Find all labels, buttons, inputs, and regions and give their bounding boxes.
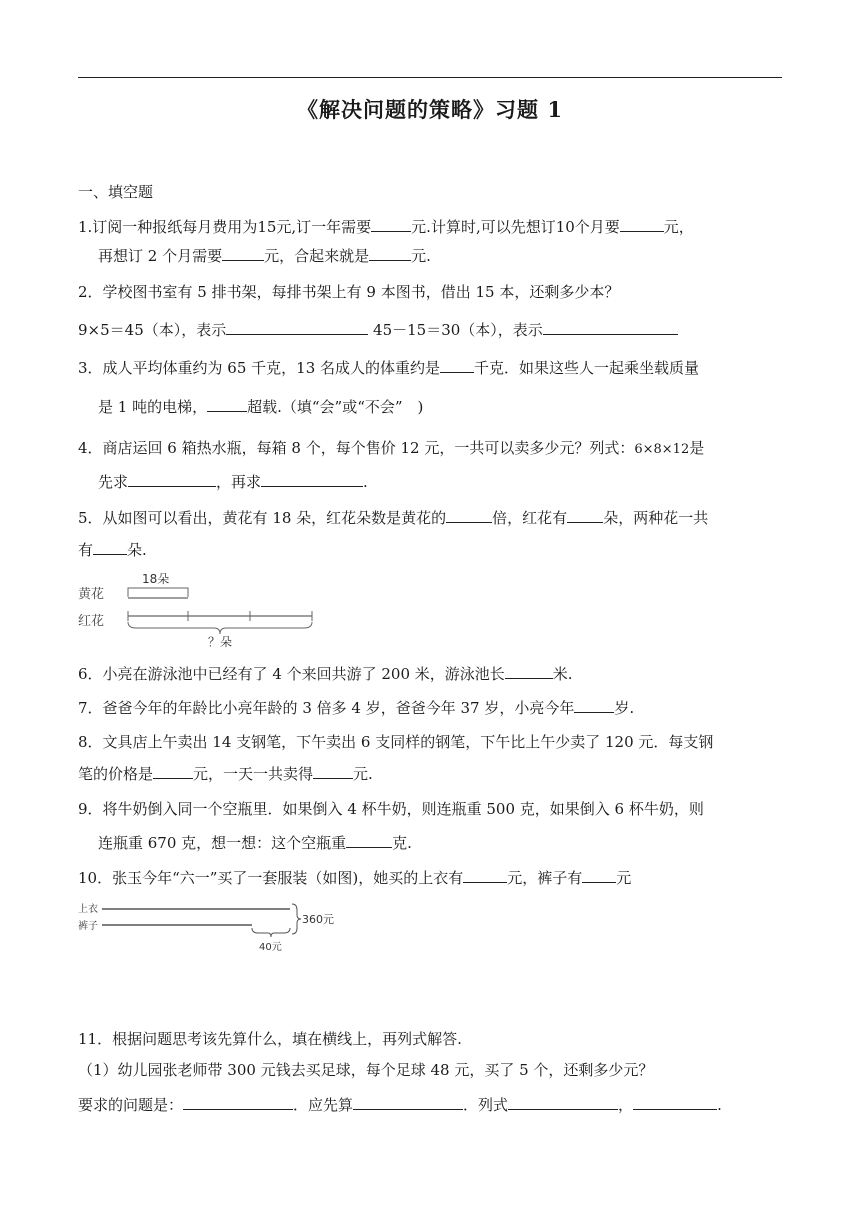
question-11-line-3: 要求的问题是： ．应先算 ．列式 ， . [78,1096,722,1114]
answer-blank[interactable] [505,664,553,679]
answer-blank[interactable] [574,698,614,713]
clothing-bar-diagram [76,898,346,960]
answer-blank[interactable] [183,1095,293,1110]
answer-blank[interactable] [543,320,678,335]
question-9-line-1: 9．将牛奶倒入同一个空瓶里．如果倒入 4 杯牛奶，则连瓶重 500 克，如果倒入 6 杯牛奶，则 [78,800,704,818]
answer-blank[interactable] [128,472,216,487]
question-4-line-1: 4．商店运回 6 箱热水瓶，每箱 8 个，每个售价 12 元，一共可以卖多少元？列式：6×8×12是 [78,439,705,457]
question-8-line-2: 笔的价格是 元，一天一共卖得 元. [78,765,373,783]
question-5-line-2: 有 朵. [78,541,147,559]
answer-blank[interactable] [226,320,368,335]
question-2-line-1: 2．学校图书室有 5 排书架，每排书架上有 9 本图书，借出 15 本，还剩多少本？ [78,283,620,301]
answer-blank[interactable] [633,1095,717,1110]
answer-blank[interactable] [371,217,411,232]
section-heading: 一、填空题 [78,183,154,201]
answer-blank[interactable] [582,868,616,883]
question-4-line-2: 先求 ，再求 . [98,473,368,491]
answer-blank[interactable] [508,1095,618,1110]
question-11-line-2: （1）幼儿园张老师带 300 元钱去买足球，每个足球 48 元，买了 5 个，还剩多少元？ [78,1061,654,1079]
header-rule [78,77,782,78]
question-11-line-1: 11．根据问题思考该先算什么，填在横线上，再列式解答. [78,1030,462,1048]
answer-blank[interactable] [620,217,664,232]
question-5-line-1: 5．从如图可以看出，黄花有 18 朵，红花朵数是黄花的 倍，红花有 朵，两种花一共 [78,509,709,527]
question-7: 7．爸爸今年的年龄比小亮年龄的 3 倍多 4 岁，爸爸今年 37 岁，小亮今年 岁. [78,699,635,717]
question-6: 6．小亮在游泳池中已经有了 4 个来回共游了 200 米，游泳池长 米. [78,665,573,683]
answer-blank[interactable] [463,868,507,883]
answer-blank[interactable] [567,508,603,523]
red-label: 红花 [78,614,105,629]
answer-blank[interactable] [261,472,363,487]
question-3-line-2: 是 1 吨的电梯， 超载.（填“会”或“不会” ) [98,398,424,416]
answer-blank[interactable] [153,764,193,779]
page-title: 《解决问题的策略》习题 1 [297,97,563,122]
answer-blank[interactable] [369,246,411,261]
question-10: 10．张玉今年“六一”买了一套服装（如图)，她买的上衣有 元，裤子有 元 [78,869,632,887]
question-3-line-1: 3．成人平均体重约为 65 千克，13 名成人的体重约是 千克．如果这些人一起乘坐载质量 [78,359,700,377]
question-1-line-2: 再想订 2 个月需要 元，合起来就是 元. [98,247,431,265]
answer-blank[interactable] [93,540,127,555]
answer-blank[interactable] [446,508,492,523]
question-9-line-2: 连瓶重 670 克，想一想：这个空瓶重 克. [98,834,412,852]
question-8-line-1: 8．文具店上午卖出 14 支钢笔，下午卖出 6 支同样的钢笔，下午比上午少卖了 120 元．每支钢 [78,733,714,751]
answer-blank[interactable] [207,397,247,412]
answer-blank[interactable] [313,764,353,779]
answer-blank[interactable] [440,358,474,373]
yellow-label: 黄花 [78,587,105,602]
answer-blank[interactable] [346,833,392,848]
bottom-label: ？朵 [208,635,233,649]
question-2-line-2: 9×5＝45（本），表示 45－15＝30（本），表示 [78,320,678,340]
total-label: 360元 [302,913,334,926]
formula: 6×8×12 [634,442,690,457]
answer-blank[interactable] [353,1095,463,1110]
flower-bar-diagram [76,566,326,656]
diff-label: 40元 [259,942,282,953]
answer-blank[interactable] [222,246,264,261]
question-1-line-1: 1.订阅一种报纸每月费用为15元,订一年需要 元.计算时,可以先想订10个月要 元， [78,218,694,236]
top-label: 上衣 [78,904,98,915]
bottom-label: 裤子 [78,921,98,932]
top-label: 18朵 [142,572,170,586]
